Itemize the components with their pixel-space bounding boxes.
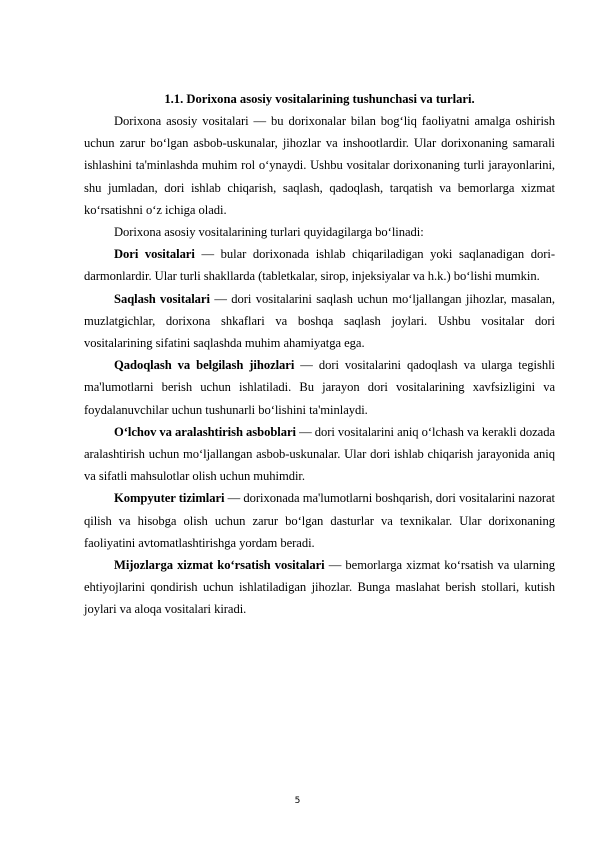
item-paragraph-qadoqlash	[84, 354, 555, 421]
item-term: Qadoqlash va belgilash jihozlari	[114, 358, 295, 373]
item-text: — bemorlarga xizmat ko‘rsatish va ularning ehtiyojlarini qondirish uchun ishlatiladigan jihozlar. Bunga maslahat berish stollari, kutish joylari va aloqa vositalari kiradi.	[84, 558, 555, 617]
document-page	[84, 88, 555, 621]
item-paragraph-kompyuter	[84, 487, 555, 554]
item-text: — bular dorixonada ishlab chiqariladigan yoki saqlanadigan dori-darmonlardir. Ular turli shakllarda (tabletkalar, sirop, injeksiyalar va h.k.) bo‘lishi mumkin.	[84, 247, 556, 284]
item-term: O‘lchov va aralashtirish asboblari	[114, 424, 296, 439]
item-text: — dori vositalarini qadoqlash va ularga tegishli ma'lumotlarni berish uchun ishlatiladi. Bu jarayon dori vositalarining xavfsizligini va foydalanuvchilar uchun tushunarli bo‘lishini ta'minlaydi.	[84, 358, 555, 417]
item-term: Dori vositalari	[114, 247, 195, 262]
item-paragraph-dori-vositalari	[84, 243, 555, 287]
item-term: Kompyuter tizimlari	[114, 491, 225, 506]
item-term: Saqlash vositalari	[114, 291, 210, 306]
item-paragraph-olchov	[84, 421, 555, 488]
item-paragraph-saqlash-vositalari	[84, 288, 555, 355]
intro-paragraph: Dorixona asosiy vositalari — bu dorixonalar bilan bog‘liq faoliyatni amalga oshirish uchun zarur bo‘lgan asbob-uskunalar, jihozlar va inshootlardir. Ular dorixonaning samarali ishlashini ta'minlashda muhim rol o‘ynaydi. Ushbu vositalar dorixonaning turli jarayonlarini, shu jumladan, dori ishlab chiqarish, saqlash, qadoqlash, tarqatish va bemorlarga xizmat ko‘rsatishni o‘z ichiga oladi.	[84, 114, 555, 217]
item-text: — dorixonada ma'lumotlarni boshqarish, dori vositalarini nazorat qilish va hisobga olish uchun zarur bo‘lgan dasturlar va texnikalar. Ular dorixonaning faoliyatini avtomatlashtirishga yordam beradi.	[84, 491, 555, 550]
item-term: Mijozlarga xizmat ko‘rsatish vositalari	[114, 558, 325, 573]
section-heading: 1.1. Dorixona asosiy vositalarining tushunchasi va turlari.	[164, 92, 475, 106]
item-paragraph-mijozlarga	[84, 554, 555, 621]
item-text: — dori vositalarini aniq o‘lchash va kerakli dozada aralashtirish uchun mo‘ljallangan asbob-uskunalar. Ular dori ishlab chiqarish jarayonida aniq va sifatli mahsulotlar olish uchun muhimdir.	[84, 424, 555, 484]
item-text: — dori vositalarini saqlash uchun mo‘ljallangan jihozlar, masalan, muzlatgichlar, dorixona shkaflari va boshqa saqlash joylari. Ushbu vositalar dori vositalarining sifatini saqlashda muhim ahamiyatga ega.	[84, 291, 555, 351]
types-intro-paragraph: Dorixona asosiy vositalarining turlari quyidagilarga bo‘linadi:	[114, 225, 424, 240]
page-number: 5	[294, 796, 301, 806]
